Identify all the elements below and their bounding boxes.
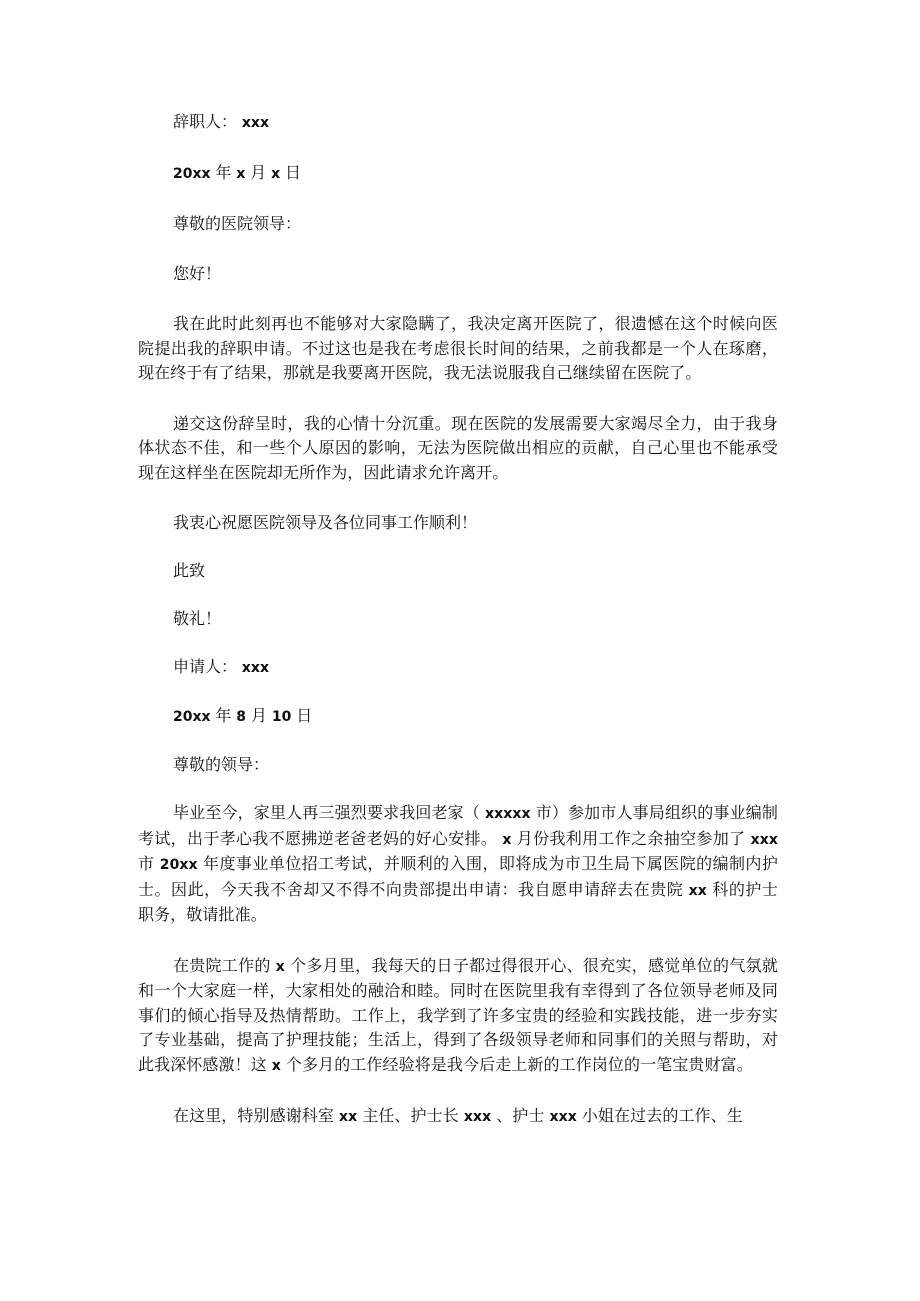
letter2-paragraph-3: 在这里，特别感谢科室 xx 主任、护士长 xxx 、护士 xxx 小姐在过去的工作、生: [173, 1106, 743, 1125]
resignation-paragraph-1: 我在此时此刻再也不能够对大家隐瞒了，我决定离开医院了，很遗憾在这个时候向医院提出我的辞职申请。不过这也是我在考虑很长时间的结果，之前我都是一个人在琢磨，现在终于有了结果，那就是我要离开医院，我无法说服我自己继续留在医院了。: [138, 314, 778, 382]
closing-line-1: 此致: [173, 561, 206, 580]
latin-run: 20xx: [173, 166, 216, 182]
latin-run: x: [270, 958, 291, 975]
salutation-hospital-leaders: 尊敬的医院领导：: [173, 214, 302, 233]
latin-run: 8: [231, 709, 251, 725]
latin-run: xxx: [237, 115, 269, 131]
latin-run: xxx: [544, 1109, 582, 1125]
latin-run: x: [266, 166, 286, 182]
resignation-paragraph-2: 递交这份辞呈时，我的心情十分沉重。现在医院的发展需要大家竭尽全力，由于我身体状态不佳，和一些个人原因的影响，无法为医院做出相应的贡献，自己心里也不能承受现在这样坐在医院却无所作为，因此请求允许离开。: [138, 413, 778, 482]
salutation-leaders: 尊敬的领导：: [173, 755, 270, 774]
latin-run: x: [266, 1057, 286, 1074]
latin-run: 10: [266, 709, 297, 725]
letter2-paragraph-2: 在贵院工作的 x 个多月里，我每天的日子都过得很开心、很充实，感觉单位的气氛就和一个大家庭一样，大家相处的融洽和睦。同时在医院里我有幸得到了各位领导老师及同事们的倾心指导及热情帮助。工作上，我学到了许多宝贵的经验和实践技能，进一步夯实了专业基础，提高了护理技能；生活上，得到了各级领导老师和同事们的关照与帮助，对此我深怀感激！这 x 个多月的工作经验将是我今后走上新的工作岗位的一笔宝贵财富。: [138, 955, 778, 1074]
latin-run: xxx: [237, 660, 269, 676]
closing-line-2: 敬礼！: [173, 609, 222, 628]
document-page: [138, 110, 778, 1156]
latin-run: 20xx: [173, 709, 216, 725]
resigner-line: 辞职人： xxx: [173, 112, 269, 131]
applicant-line: 申请人： xxx: [173, 657, 269, 676]
date-line: 20xx 年 x 月 x 日: [173, 163, 302, 182]
latin-run: x: [497, 831, 517, 848]
latin-run: xx: [683, 882, 713, 899]
greeting: 您好！: [173, 264, 222, 283]
latin-run: 20xx: [154, 857, 204, 873]
latin-run: xxxxx: [479, 806, 536, 822]
wishes-line: 我衷心祝愿医院领导及各位同事工作顺利！: [173, 513, 478, 532]
latin-run: x: [231, 166, 251, 182]
applicant-date: 20xx 年 8 月 10 日: [173, 706, 313, 725]
letter2-paragraph-1: 毕业至今，家里人再三强烈要求我回老家（ xxxxx 市）参加市人事局组织的事业编制考试，出于孝心我不愿拂逆老爸老妈的好心安排。 x 月份我利用工作之余抽空参加了 xxx 市 20xx 年度事业单位招工考试，并顺利的入围，即将成为市卫生局下属医院的编制内护士。因此，今天我不舍却又不得不向贵部提出申请：我自愿申请辞去在贵院 xx 科的护士职务，敬请批准。: [138, 803, 778, 924]
latin-run: xxx: [458, 1109, 497, 1125]
latin-run: xx: [334, 1109, 363, 1125]
latin-run: xxx: [745, 831, 778, 848]
